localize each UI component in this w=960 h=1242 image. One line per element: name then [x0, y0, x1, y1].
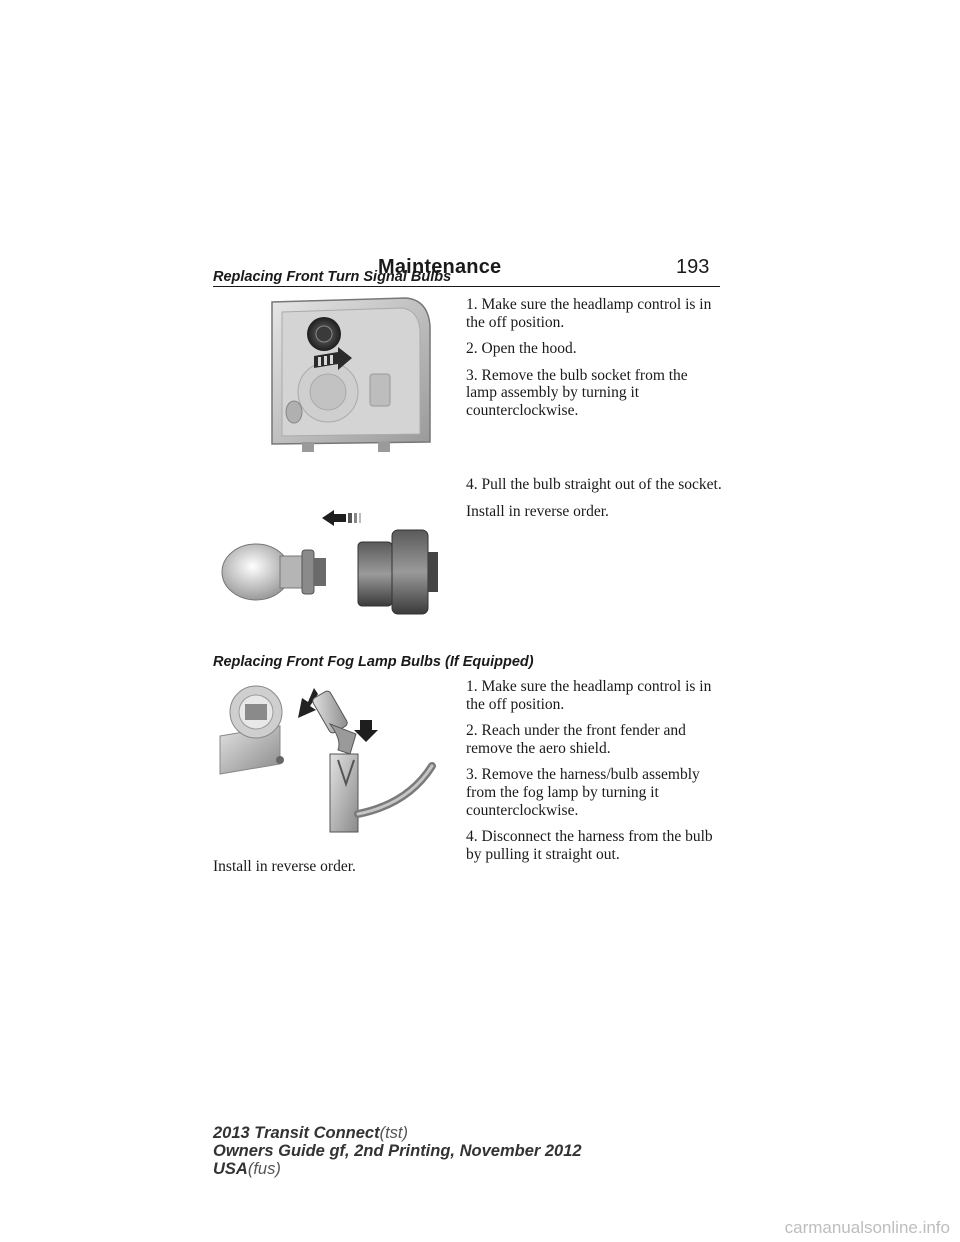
footer-market: USA: [213, 1160, 248, 1178]
headlamp-assembly-illustration: [266, 296, 434, 458]
header-divider: [213, 286, 720, 287]
document-footer: [213, 1124, 582, 1178]
fog-lamp-steps: [466, 678, 722, 872]
footer-line-market: [213, 1160, 582, 1178]
step-text: 4. Pull the bulb straight out of the socket.: [466, 476, 722, 493]
turn-signal-steps-4: [466, 476, 722, 529]
footer-model-code: (tst): [379, 1124, 409, 1142]
step-text: 2. Reach under the front fender and remove the aero shield.: [466, 722, 686, 757]
fog-lamp-harness-illustration: [218, 684, 448, 840]
footer-line-edition: [213, 1142, 582, 1160]
section-heading-fog-lamp: Replacing Front Fog Lamp Bulbs (If Equipped): [213, 654, 534, 670]
page-number: 193: [676, 256, 710, 278]
footer-market-code: (fus): [247, 1160, 281, 1178]
footer-model: 2013 Transit Connect: [213, 1124, 380, 1142]
turn-signal-steps-1-3: [466, 296, 722, 429]
footer-line-model: [213, 1124, 582, 1142]
watermark: carmanualsonline.info: [784, 1218, 950, 1237]
step-text: 1. Make sure the headlamp control is in the off position.: [466, 296, 712, 331]
step-text: 1. Make sure the headlamp control is in the off position.: [466, 678, 712, 713]
step-text: Install in reverse order.: [466, 502, 609, 520]
section-heading-turn-signal: Replacing Front Turn Signal Bulbs: [213, 269, 452, 285]
step-text: 3. Remove the bulb socket from the lamp assembly by turning it counterclockwise.: [466, 366, 688, 419]
install-note: Install in reverse order.: [213, 858, 356, 875]
page-section-title: Maintenance: [378, 256, 502, 278]
footer-edition: Owners Guide gf, 2nd Printing, November 2012: [213, 1142, 582, 1160]
step-text: 2. Open the hood.: [466, 340, 577, 358]
step-text: 3. Remove the harness/bulb assembly from the fog lamp by turning it counterclockwise.: [466, 766, 700, 819]
bulb-and-socket-illustration: [218, 500, 448, 615]
step-text: 4. Disconnect the harness from the bulb by pulling it straight out.: [466, 828, 713, 863]
